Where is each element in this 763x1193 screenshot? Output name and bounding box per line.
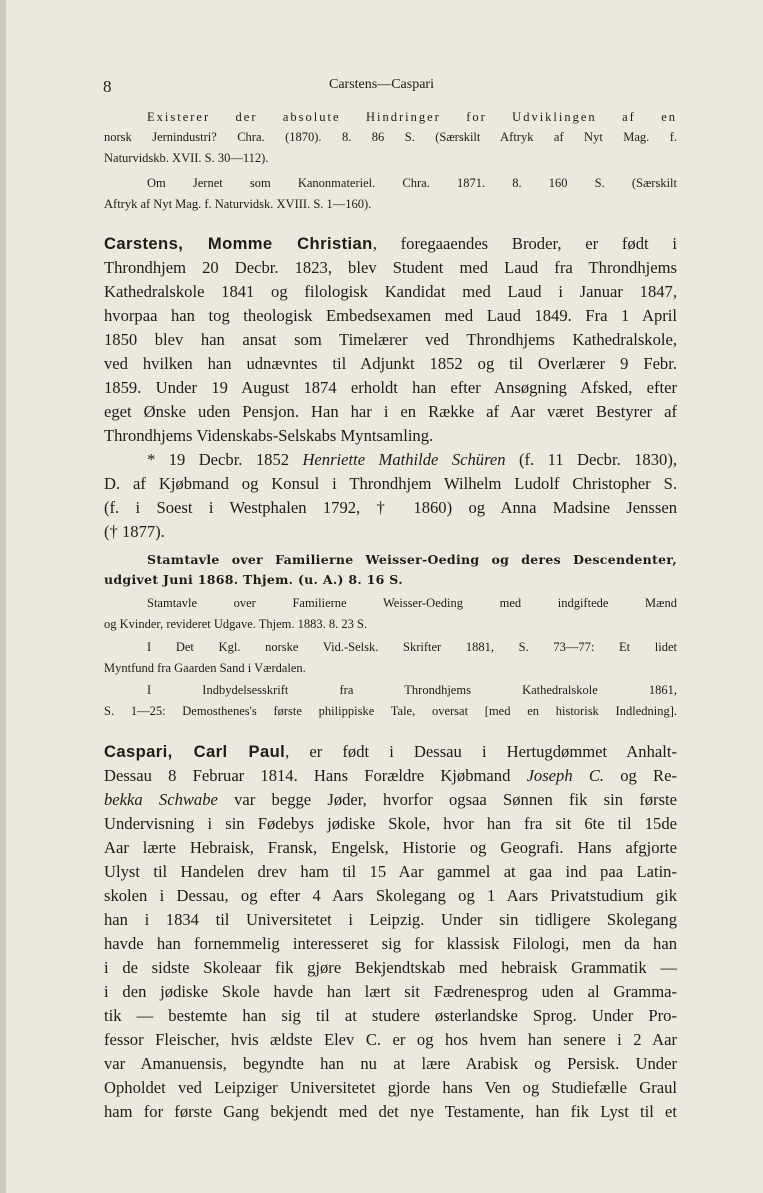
text-line: * 19 Decbr. 1852 Henriette Mathilde Schüren (f. 11 Decbr. 1830), [147, 450, 677, 469]
text-line: hvorpaa han tog theologisk Embedsexamen med Laud 1849. Fra 1 April [104, 306, 677, 325]
page-number: 8 [103, 77, 112, 96]
text-line: Kathedralskole 1841 og filologisk Kandidat med Laud i Januar 1847, [104, 282, 677, 301]
text-line: i den jødiske Skole havde han lært sit Fædrenesprog uden al Gramma- [104, 982, 677, 1001]
text-line [104, 742, 677, 761]
entry-name: Caspari, Carl Paul [104, 742, 286, 761]
text-line: Myntfund fra Gaarden Sand i Værdalen. [104, 661, 306, 675]
entry-name: Carstens, Momme Christian [104, 234, 373, 253]
text-line: Naturvidskb. XVII. S. 30—112). [104, 151, 269, 165]
entry-text: , er født i Dessau i Hertugdømmet Anhalt- [285, 742, 677, 761]
text-line [104, 234, 677, 253]
text-line: Throndhjems Videnskabs-Selskabs Myntsamling. [104, 426, 434, 445]
text-line: var Amanuensis, begyndte han nu at lære Arabisk og Persisk. Under [104, 1054, 677, 1073]
text-line: S. 1—25: Demosthenes's første philippiske Tale, oversat [med en historisk Indledning]. [104, 704, 677, 718]
text-line: I Indbydelsesskrift fra Throndhjems Kathedralskole 1861, [147, 683, 677, 697]
text-line: Aar lærte Hebraisk, Fransk, Engelsk, Historie og Geografi. Hans afgjorte [104, 838, 677, 857]
text-line: Ulyst til Handelen drev ham til 15 Aar gammel at gaa ind paa Latin- [104, 862, 677, 881]
text-line: Aftryk af Nyt Mag. f. Naturvidsk. XVIII. S. 1—160). [104, 197, 372, 211]
text-line: Stamtavle over Familierne Weisser-Oeding og deres Descendenter, [147, 552, 677, 567]
running-title: Carstens—Caspari [329, 77, 434, 92]
text-line: 1850 blev han ansat som Timelærer ved Throndhjems Kathedralskole, [104, 330, 677, 349]
text-line: Stamtavle over Familierne Weisser-Oeding med indgiftede Mænd [147, 596, 677, 610]
italic-name: Henriette Mathilde Schüren [302, 450, 506, 469]
text-line: i de sidste Skoleaar fik gjøre Bekjendtskab med hebraisk Grammatik — [104, 958, 677, 977]
text-line: tik — bestemte han sig til at studere østerlandske Sprog. Under Pro- [104, 1006, 677, 1025]
entry-text: , foregaaendes Broder, er født i [372, 234, 677, 253]
text-line: han i 1834 til Universitetet i Leipzig. Under sin tidligere Skolegang [104, 910, 677, 929]
text-line: Dessau 8 Februar 1814. Hans Forældre Kjøbmand Joseph C. og Re- [104, 766, 677, 785]
text-line: ved hvilken han udnævntes til Adjunkt 1852 og til Overlærer 9 Febr. [104, 354, 677, 373]
entry-heading-carstens [104, 236, 677, 253]
text-line: 1859. Under 19 August 1874 erholdt han efter Ansøgning Afsked, efter [104, 378, 677, 397]
text-line: udgivet Juni 1868. Thjem. (u. A.) 8. 16 S. [104, 572, 403, 587]
entry-heading-caspari [104, 744, 677, 761]
page-edge [0, 0, 6, 1193]
text-line: Opholdet ved Leipziger Universitetet gjorde hans Ven og Studiefælle Graul [104, 1078, 677, 1097]
italic-name: Joseph C. [526, 766, 605, 785]
text-line: eget Ønske uden Pensjon. Han har i en Række af Aar været Bestyrer af [104, 402, 677, 421]
text-line: fessor Fleischer, hvis ældste Elev C. er og hos hvem han senere i 2 Aar [104, 1030, 677, 1049]
text-line: havde han fornemmelig interesseret sig for klassisk Filologi, men da han [104, 934, 677, 953]
text-line: D. af Kjøbmand og Konsul i Throndhjem Wilhelm Ludolf Christopher S. [104, 474, 677, 493]
text-line: Om Jernet som Kanonmateriel. Chra. 1871. 8. 160 S. (Særskilt [147, 176, 677, 190]
text-line: ham for første Gang bekjendt med det nye Testamente, han fik Lyst til et [104, 1102, 677, 1121]
text-line: Undervisning i sin Fødebys jødiske Skole, hvor han fra sit 6te til 15de [104, 814, 677, 833]
text-line: († 1877). [104, 522, 165, 541]
text-line: norsk Jernindustri? Chra. (1870). 8. 86 S. (Særskilt Aftryk af Nyt Mag. f. [104, 130, 677, 144]
text-line: Throndhjem 20 Decbr. 1823, blev Student med Laud fra Throndhjems [104, 258, 677, 277]
text-line: Existerer der absolute Hindringer for Udviklingen af en [147, 110, 677, 124]
text-line: bekka Schwabe var begge Jøder, hvorfor ogsaa Sønnen fik sin første [104, 790, 678, 809]
text-line: I Det Kgl. norske Vid.-Selsk. Skrifter 1881, S. 73—77: Et lidet [147, 640, 677, 654]
text-line: skolen i Dessau, og efter 4 Aars Skolegang og 1 Aars Privatstudium gik [104, 886, 677, 905]
text-line: og Kvinder, revideret Udgave. Thjem. 1883. 8. 23 S. [104, 617, 368, 631]
italic-name: bekka Schwabe [104, 790, 218, 809]
text-line: (f. i Soest i Westphalen 1792, † 1860) og Anna Madsine Jenssen [104, 498, 677, 517]
